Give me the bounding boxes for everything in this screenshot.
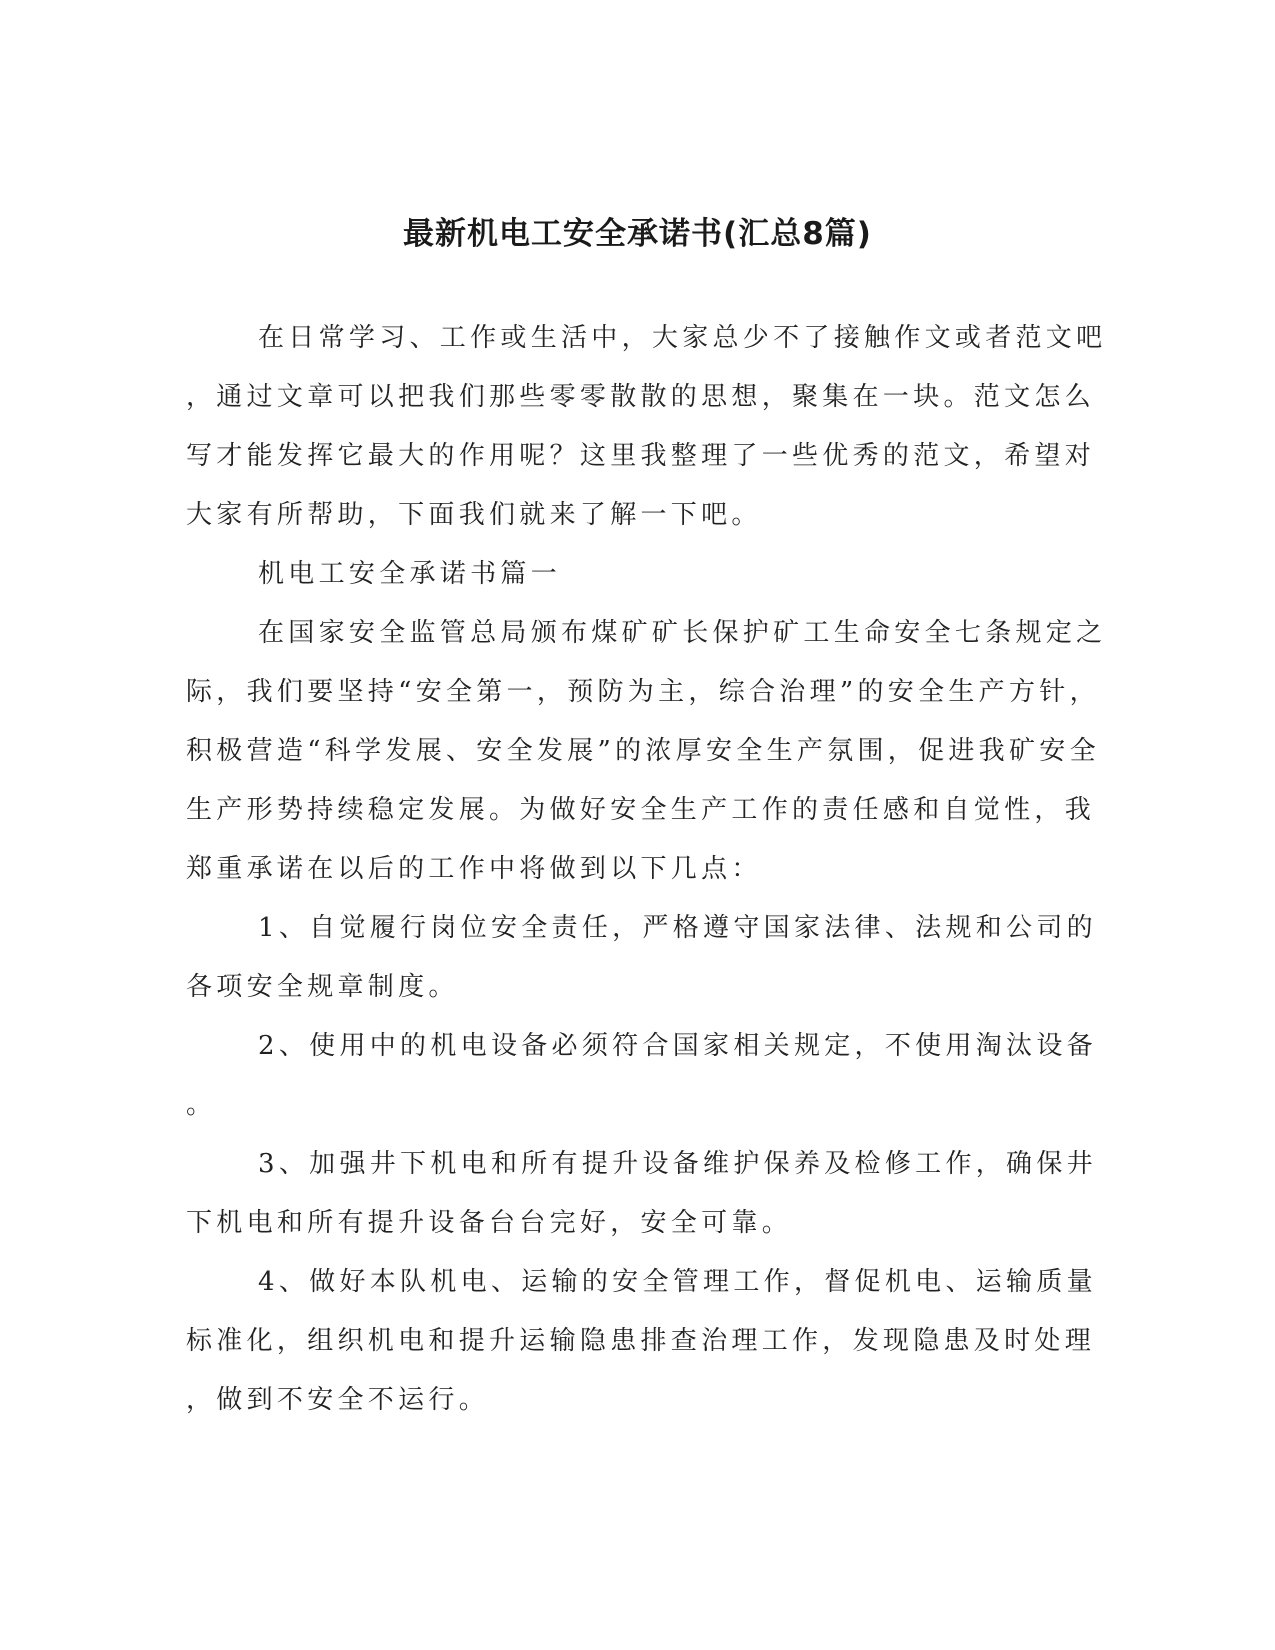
list-item-line: ，做到不安全不运行。 bbox=[186, 1385, 490, 1415]
paragraph-line: 在日常学习、工作或生活中，大家总少不了接触作文或者范文吧 bbox=[258, 323, 1107, 353]
paragraph-line: 在国家安全监管总局颁布煤矿矿长保护矿工生命安全七条规定之 bbox=[258, 618, 1107, 648]
list-item-line: 4、做好本队机电、运输的安全管理工作，督促机电、运输质量 bbox=[258, 1267, 1097, 1297]
section-heading: 机电工安全承诺书篇一 bbox=[258, 559, 562, 589]
paragraph-line: 生产形势持续稳定发展。为做好安全生产工作的责任感和自觉性，我 bbox=[186, 795, 1096, 825]
paragraph-line: ，通过文章可以把我们那些零零散散的思想，聚集在一块。范文怎么 bbox=[186, 382, 1096, 412]
list-item-line: 1、自觉履行岗位安全责任，严格遵守国家法律、法规和公司的 bbox=[258, 913, 1097, 943]
paragraph-line: 郑重承诺在以后的工作中将做到以下几点： bbox=[186, 854, 762, 884]
list-item-line: 2、使用中的机电设备必须符合国家相关规定，不使用淘汰设备 bbox=[258, 1031, 1097, 1061]
paragraph-line: 大家有所帮助，下面我们就来了解一下吧。 bbox=[186, 500, 762, 530]
paragraph-line: 际，我们要坚持“安全第一，预防为主，综合治理”的安全生产方针， bbox=[186, 677, 1100, 707]
list-item-line: 标准化，组织机电和提升运输隐患排查治理工作，发现隐患及时处理 bbox=[186, 1326, 1096, 1356]
list-item-line: 。 bbox=[186, 1090, 217, 1120]
list-item-line: 3、加强井下机电和所有提升设备维护保养及检修工作，确保井 bbox=[258, 1149, 1097, 1179]
list-item-line: 下机电和所有提升设备台台完好，安全可靠。 bbox=[186, 1208, 793, 1238]
list-item-line: 各项安全规章制度。 bbox=[186, 972, 459, 1002]
document-title: 最新机电工安全承诺书(汇总8篇) bbox=[403, 216, 872, 252]
paragraph-line: 积极营造“科学发展、安全发展”的浓厚安全生产氛围，促进我矿安全 bbox=[186, 736, 1100, 766]
paragraph-line: 写才能发挥它最大的作用呢？这里我整理了一些优秀的范文，希望对 bbox=[186, 441, 1096, 471]
